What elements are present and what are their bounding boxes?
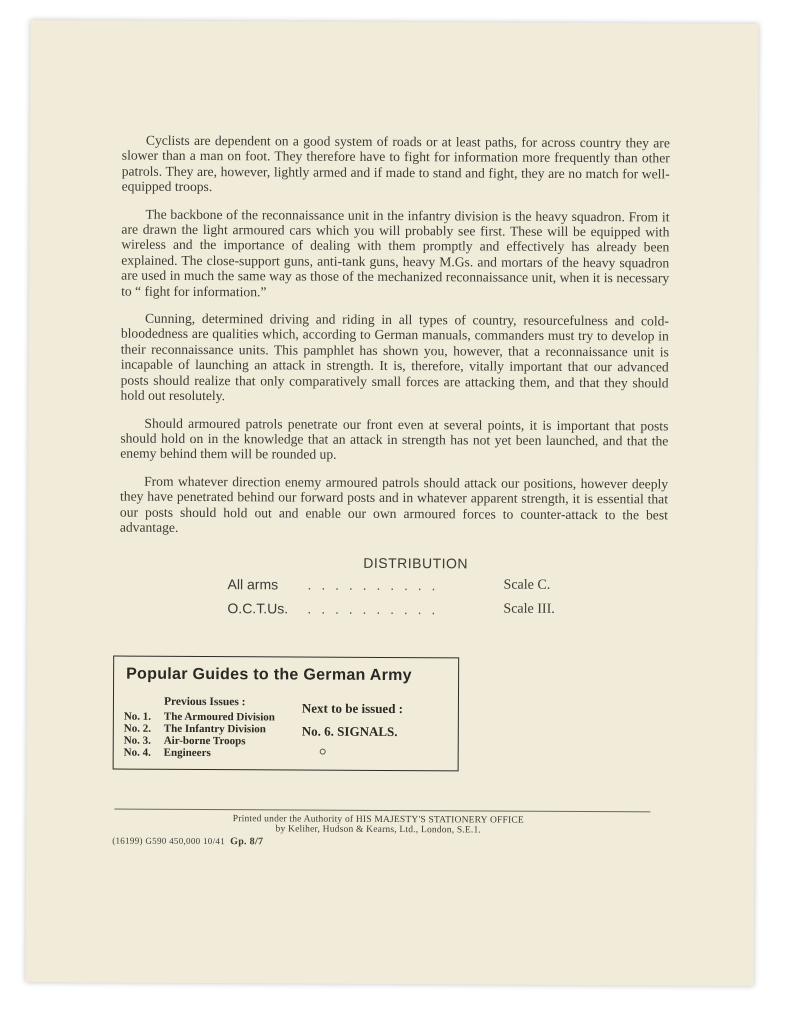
body-text [120, 133, 670, 550]
guides-title: Popular Guides to the German Army [126, 665, 412, 685]
distribution-title: DISTRIBUTION [363, 554, 469, 572]
leader-dots: . . . . . . . . . . [307, 600, 439, 618]
list-item [124, 747, 275, 760]
popular-guides-box [113, 656, 460, 772]
issue-title: The Armoured Division [163, 710, 275, 724]
distribution-row [228, 576, 568, 596]
list-item [124, 711, 275, 724]
printer-imprint [198, 814, 558, 836]
paragraph-cunning: Cunning, determined driving and riding in all types of country, resourcefulness and cold-bloodedness are qualities which, according to German manuals, commanders must try to develop in their reconnaissance units. This pamphlet has shown you, however, that a reconnaissance unit is incapable of launching an attack in strength. It is, therefore, vitally important that our advanced posts should realize that only comparatively small forces are attacking them, and that they should hold out resolutely. [120, 310, 669, 404]
paragraph-whatever-direction: From whatever direction enemy armoured patrols should attack our positions, however deeply they have penetrated behind our forward posts and in whatever apparent strength, it is essential that our posts should hold out and enable our own armoured forces to counter-attack to the best advantage. [119, 473, 669, 535]
issue-number: No. 1. [123, 710, 152, 723]
issue-title: Engineers [163, 746, 211, 760]
paragraph-heavy-squadron: The backbone of the reconnaissance unit in the infantry division is the heavy squadron. From it are drawn the light armoured cars which you will probably see first. These will be equipped with wireless and the importance of dealing with them promptly and effectively has already been explained. The close-support guns, anti-tank guns, heavy M.Gs. and mortars of the heavy squadron are used in much the same way as those of the mechanized reconnaissance unit, when it is necessary to “ fight for information.” [121, 206, 670, 299]
issue-number: No. 3. [123, 734, 151, 747]
imprint-line: by Keliher, Hudson & Kearns, Ltd., London, S.E.1. [275, 824, 482, 836]
divider [114, 809, 650, 813]
issue-title: Air-borne Troops [163, 734, 246, 748]
distribution-label: All arms [227, 576, 279, 593]
print-code-text: (16199) G590 450,000 10/41 [112, 835, 226, 847]
print-code [112, 836, 263, 848]
next-issue-heading: Next to be issued : [301, 700, 404, 717]
next-issue-title: No. 6. SIGNALS. [301, 723, 398, 740]
distribution-scale: Scale C. [503, 577, 551, 593]
previous-issues-list [124, 711, 275, 760]
list-item [124, 723, 275, 736]
paragraph-armoured-patrols: Should armoured patrols penetrate our front even at several points, it is important that posts should hold on in the knowledge that an attack in strength has not yet been launched, and that the enemy behind them will be rounded up. [120, 415, 669, 463]
previous-issues-heading: Previous Issues : [163, 695, 246, 709]
imprint-line: Printed under the Authority of HIS MAJESTY'S STATIONERY OFFICE [232, 814, 524, 826]
paragraph-cyclists: Cyclists are dependent on a good system of roads or at least paths, for across country they are slower than a man on foot. They therefore have to fight for information more frequently than other patrols. They are, however, lightly armed and if made to stand and fight, they are no match for well-equipped troops. [121, 132, 670, 195]
list-item [124, 735, 275, 748]
distribution-row [227, 600, 567, 620]
distribution-section [227, 554, 567, 620]
issue-number: No. 2. [123, 722, 152, 735]
distribution-scale: Scale III. [503, 601, 555, 617]
issue-number: No. 4. [123, 746, 151, 759]
issue-title: The Infantry Division [163, 722, 266, 736]
pamphlet-page [25, 20, 758, 986]
distribution-label: O.C.T.Us. [227, 600, 289, 617]
ornament-circle-icon [320, 749, 326, 755]
group-code: Gp. 8/7 [230, 836, 264, 848]
leader-dots: . . . . . . . . . . [307, 576, 439, 594]
